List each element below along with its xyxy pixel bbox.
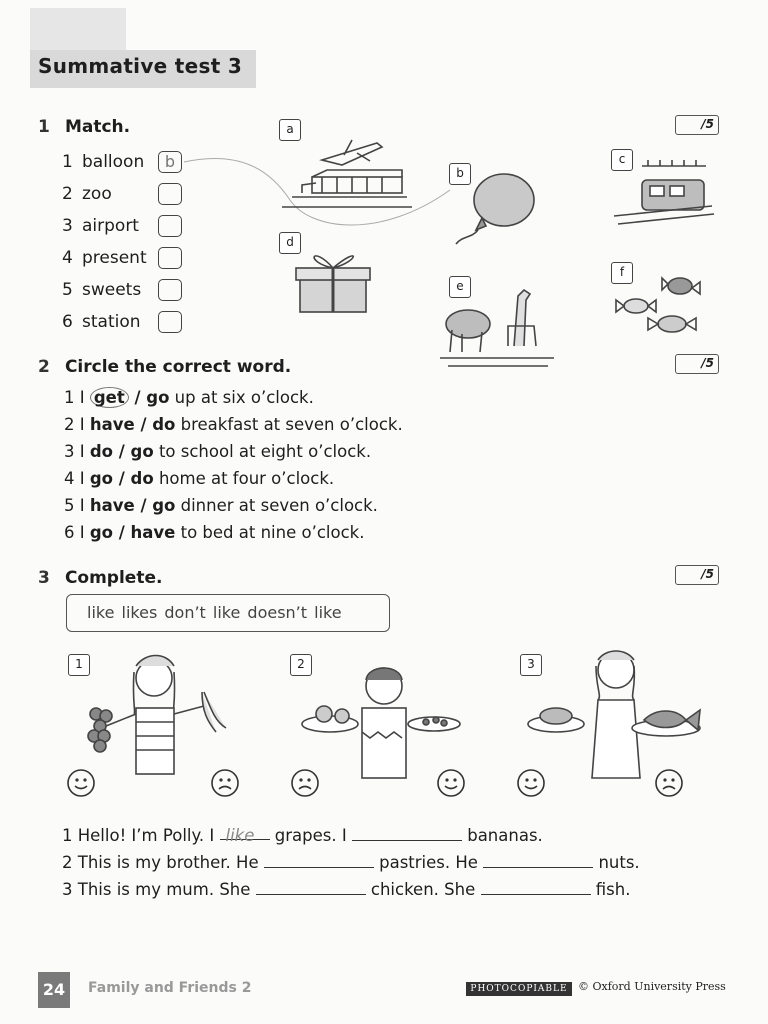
section-1-heading [38,117,130,137]
happy-face-icon [66,768,96,798]
photocopiable-label: PHOTOCOPIABLE [466,982,572,996]
answer-box[interactable]: b [158,151,182,173]
option-separator: / [128,388,147,407]
match-item [62,182,112,206]
answer-box[interactable] [158,183,182,205]
section-number: 2 [38,357,50,377]
section-number: 3 [38,568,50,588]
option-1[interactable]: have [89,496,135,515]
word-bank: like likes don’t like doesn’t like [66,594,390,632]
sentence-part-c: bananas. [467,826,543,845]
copyright: © Oxford University Press [578,980,726,993]
section-title: Match. [64,117,131,137]
answer-box[interactable] [158,279,182,301]
option-1[interactable]: have [89,415,135,434]
sentence-part-c: fish. [595,880,631,899]
present-picture [292,242,376,318]
option-1[interactable]: do [89,442,114,461]
train-picture [612,158,716,226]
sentence-part-c: nuts. [598,853,640,872]
item-word: sweets [82,280,142,300]
circle-sentence [64,411,403,438]
option-separator: / [113,523,131,542]
woman-chicken-fish-picture [526,648,708,782]
page-title: Summative test 3 [38,54,243,78]
answer-box[interactable] [158,311,182,333]
sad-face-icon [210,768,240,798]
sentence-part-b: grapes. I [274,826,347,845]
option-separator: / [134,496,153,515]
item-number: 2 [62,184,73,204]
sad-face-icon [654,768,684,798]
sentence-start: I [79,388,90,407]
sentence-end: to bed at nine o’clock. [175,523,365,542]
answer-blank[interactable] [481,877,591,895]
circle-sentence [64,465,334,492]
item-number: 6 [62,312,73,332]
option-separator: / [113,469,131,488]
section-3-heading [38,568,162,588]
match-item [62,150,144,174]
boy-pastries-nuts-picture [300,662,462,782]
circle-sentence [64,519,364,546]
circle-sentence [64,384,314,411]
title-tab [30,8,126,50]
sentence-part-b: chicken. She [370,880,476,899]
complete-sentence [62,876,630,903]
answer-blank[interactable] [264,850,374,868]
sentence-part-a: This is my mum. She [77,880,251,899]
page-number: 24 [38,972,70,1008]
item-number: 1 [64,388,75,407]
sentence-end: home at four o’clock. [153,469,335,488]
item-word: zoo [82,184,112,204]
item-number: 4 [64,469,75,488]
sentence-end: up at six o’clock. [169,388,314,407]
option-2[interactable]: do [130,469,154,488]
sad-face-icon [290,768,320,798]
girl-grapes-bananas-picture [76,652,236,780]
match-item [62,310,141,334]
picture-number-1: 1 [68,654,90,676]
picture-number-2: 2 [290,654,312,676]
sentence-start: I [79,415,90,434]
section-title: Circle the correct word. [64,357,292,377]
airport-picture [282,135,412,215]
answer-blank[interactable] [483,850,593,868]
picture-letter-f: f [611,262,633,284]
option-2[interactable]: go [152,496,176,515]
circle-sentence [64,438,371,465]
option-separator: / [113,442,131,461]
item-number: 5 [64,496,75,515]
answer-box[interactable] [158,247,182,269]
item-number: 3 [62,216,73,236]
answer-blank[interactable] [352,823,462,841]
item-number: 3 [62,880,73,899]
happy-face-icon [436,768,466,798]
option-2[interactable]: go [130,442,154,461]
option-2[interactable]: go [146,388,170,407]
picture-letter-e: e [449,276,471,298]
picture-letter-d: d [279,232,301,254]
section-2-score: /5 [675,354,719,374]
section-3-score: /5 [675,565,719,585]
zoo-picture [438,286,556,376]
book-title: Family and Friends 2 [88,980,252,996]
complete-sentence [62,822,543,849]
section-number: 1 [38,117,50,137]
option-1[interactable]: go [89,523,114,542]
sentence-part-a: This is my brother. He [77,853,259,872]
item-number: 6 [64,523,75,542]
item-number: 4 [62,248,73,268]
item-number: 1 [62,826,73,845]
balloon-picture [448,172,540,252]
item-word: airport [82,216,139,236]
option-1[interactable]: go [89,469,114,488]
option-2[interactable]: have [130,523,176,542]
sentence-start: I [79,442,90,461]
item-number: 5 [62,280,73,300]
item-number: 2 [62,853,73,872]
answer-box[interactable] [158,215,182,237]
sentence-part-b: pastries. He [379,853,478,872]
picture-letter-c: c [611,149,633,171]
picture-letter-b: b [449,163,471,185]
happy-face-icon [516,768,546,798]
sentence-start: I [79,523,90,542]
answer-blank[interactable] [256,877,366,895]
picture-letter-a: a [279,119,301,141]
item-number: 2 [64,415,75,434]
match-item [62,246,147,270]
item-number: 3 [64,442,75,461]
sentence-part-a: Hello! I’m Polly. I [77,826,215,845]
item-word: station [82,312,141,332]
match-item [62,214,139,238]
option-1[interactable]: get [90,387,129,408]
sentence-start: I [79,469,90,488]
picture-number-3: 3 [520,654,542,676]
sentence-end: to school at eight o’clock. [153,442,372,461]
option-2[interactable]: do [152,415,176,434]
item-word: present [82,248,147,268]
item-number: 1 [62,152,73,172]
section-1-score: /5 [675,115,719,135]
item-word: balloon [82,152,145,172]
sentence-end: dinner at seven o’clock. [175,496,378,515]
section-title: Complete. [64,568,163,588]
section-2-heading [38,357,291,377]
match-item [62,278,141,302]
option-separator: / [134,415,153,434]
sentence-start: I [79,496,90,515]
sentence-end: breakfast at seven o’clock. [175,415,403,434]
complete-sentence [62,849,640,876]
circle-sentence [64,492,378,519]
sweets-picture [614,272,712,342]
answer-blank[interactable]: like [220,822,270,840]
